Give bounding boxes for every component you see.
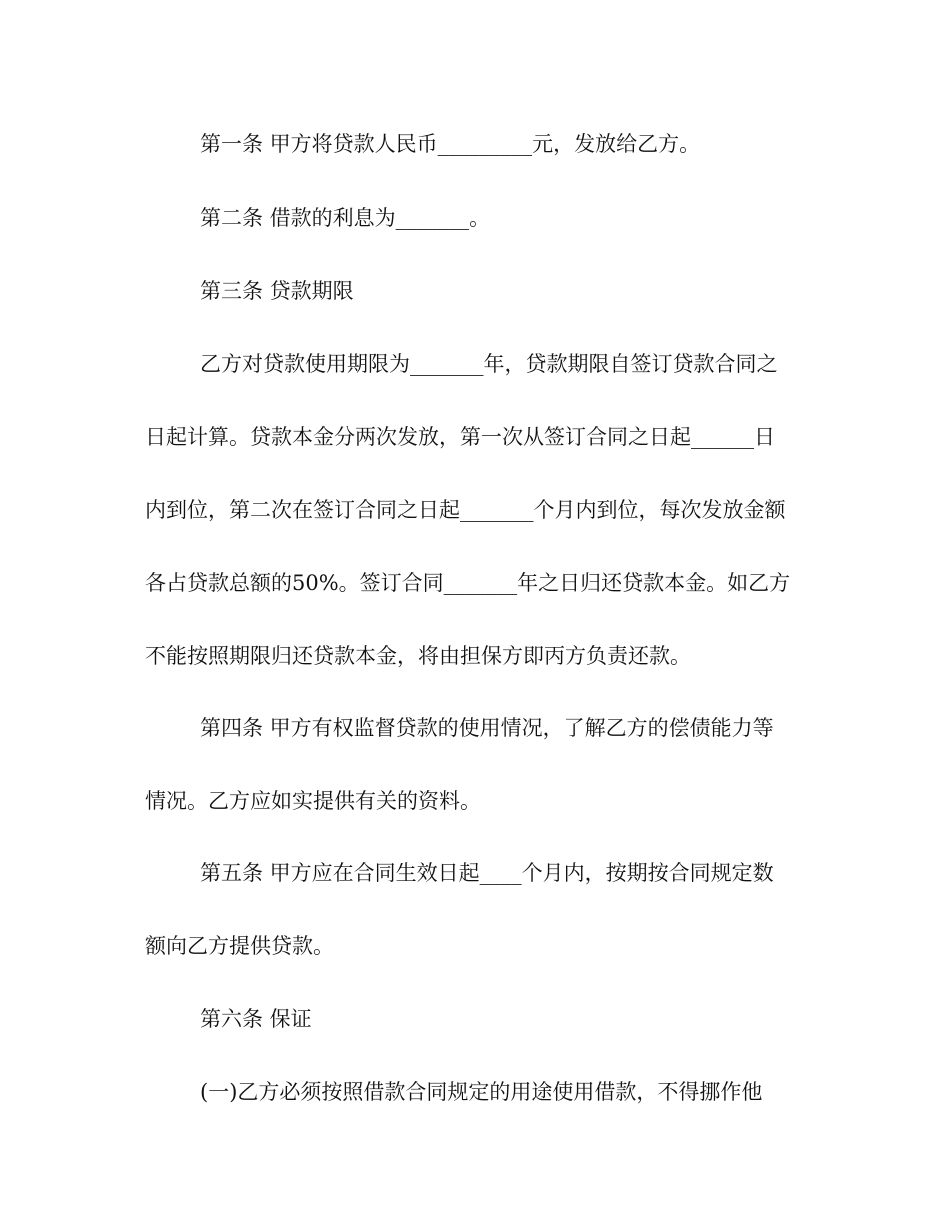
article-5-line-1: 第五条 甲方应在合同生效日起____个月内，按期按合同规定数 [200, 861, 774, 885]
article-4-line-1: 第四条 甲方有权监督贷款的使用情况，了解乙方的偿债能力等 [200, 716, 774, 740]
article-3-paragraph-line-3: 内到位，第二次在签订合同之日起_______个月内到位，每次发放金额 [145, 498, 786, 522]
article-3-heading: 第三条 贷款期限 [200, 279, 354, 303]
article-4-line-2: 情况。乙方应如实提供有关的资料。 [145, 789, 481, 813]
article-3-paragraph-line-1: 乙方对贷款使用期限为_______年，贷款期限自签订贷款合同之 [200, 352, 778, 376]
article-6-heading: 第六条 保证 [200, 1007, 312, 1031]
article-1-line: 第一条 甲方将贷款人民币_________元，发放给乙方。 [200, 132, 701, 156]
article-3-paragraph-line-2: 日起计算。贷款本金分两次发放，第一次从签订合同之日起______日 [145, 425, 775, 449]
article-2-line: 第二条 借款的利息为_______。 [200, 206, 491, 230]
article-3-paragraph-line-4: 各占贷款总额的50%。签订合同_______年之日归还贷款本金。如乙方 [145, 571, 791, 595]
article-5-line-2: 额向乙方提供贷款。 [145, 934, 334, 958]
article-6-clause-1-line-1: (一)乙方必须按照借款合同规定的用途使用借款，不得挪作他 [200, 1080, 763, 1104]
article-3-paragraph-line-5: 不能按照期限归还贷款本金，将由担保方即丙方负责还款。 [145, 644, 691, 668]
